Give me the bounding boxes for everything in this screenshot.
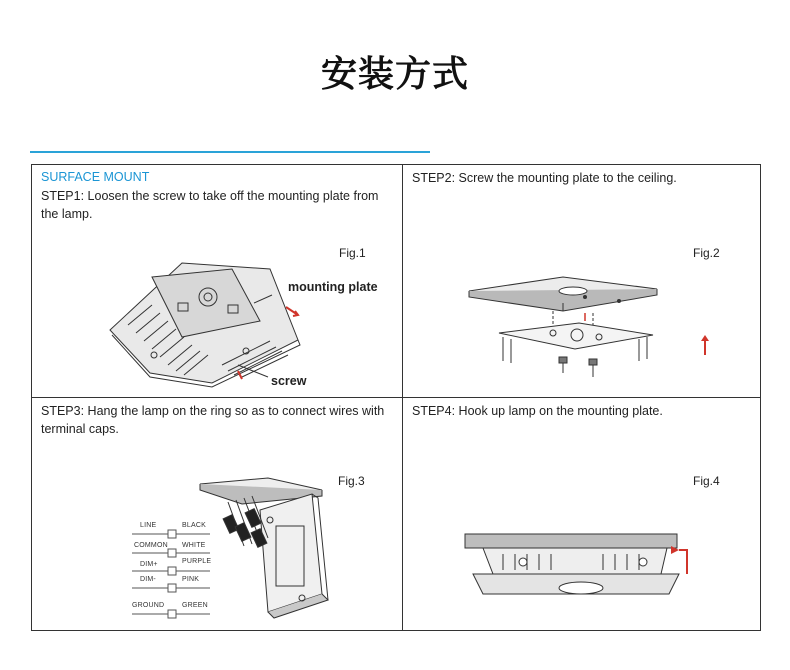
wire-left-label: DIM+ <box>140 561 158 568</box>
step2-cell <box>403 165 760 397</box>
fig3-wiring-drawing <box>32 398 402 630</box>
step1-description: : Loosen the screw to take off the mounting plate from the lamp. <box>41 189 379 221</box>
accent-line <box>30 151 430 153</box>
wire-left-label: LINE <box>140 522 157 529</box>
wire-left-label: DIM- <box>140 576 156 583</box>
installation-table <box>31 164 761 631</box>
wire-right-label: GREEN <box>182 602 208 609</box>
fig4-label: Fig.4 <box>693 474 720 488</box>
fig3-label: Fig.3 <box>338 474 365 488</box>
section-heading: SURFACE MOUNT <box>41 170 150 184</box>
wire-left-label: GROUND <box>132 602 165 609</box>
step3-label: STEP3 <box>41 404 81 418</box>
wire-right-label: PINK <box>182 576 200 583</box>
step2-description: : Screw the mounting plate to the ceiling. <box>451 171 677 185</box>
step4-description: : Hook up lamp on the mounting plate. <box>451 404 663 418</box>
mounting-plate-callout: mounting plate <box>288 280 378 294</box>
fig1-lamp-drawing <box>32 165 402 397</box>
step1-cell <box>32 165 402 397</box>
fig1-label: Fig.1 <box>339 246 366 260</box>
wire-left-label: COMMON <box>134 542 168 549</box>
step4-label: STEP4 <box>412 404 452 418</box>
wire-right-label: WHITE <box>182 542 206 549</box>
page-title: 安装方式 <box>320 54 469 95</box>
wire-right-label: PURPLE <box>182 558 212 565</box>
step1-label: STEP1 <box>41 189 81 203</box>
step3-cell <box>32 398 402 630</box>
fig2-ceiling-drawing <box>403 165 760 397</box>
step2-label: STEP2 <box>412 171 452 185</box>
step4-cell <box>403 398 760 630</box>
screw-callout: screw <box>271 374 307 388</box>
fig2-label: Fig.2 <box>693 246 720 260</box>
step3-description: : Hang the lamp on the ring so as to connect wires with terminal caps. <box>41 404 385 436</box>
wire-right-label: BLACK <box>182 522 206 529</box>
fig4-hooked-lamp-drawing <box>403 398 760 630</box>
